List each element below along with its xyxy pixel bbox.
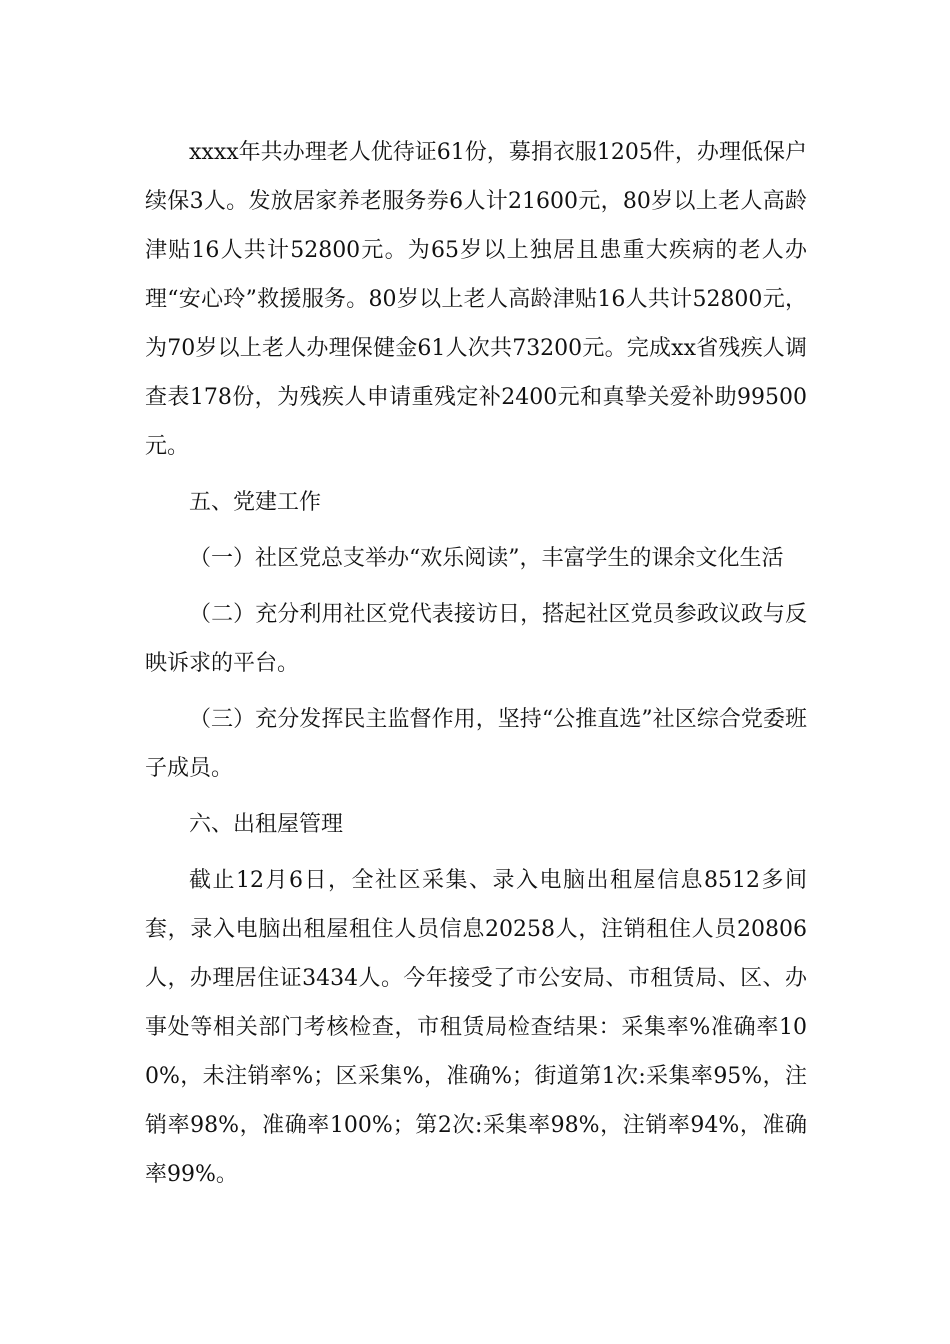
document-page (145, 128, 807, 1206)
paragraph-party-item-2: （二）充分利用社区党代表接访日，搭起社区党员参政议政与反映诉求的平台。 (145, 602, 807, 676)
paragraph-elderly-services: xxxx年共办理老人优待证61份，募捐衣服1205件，办理低保户续保3人。发放居家养老服务券6人计21600元，80岁以上老人高龄津贴16人共计52800元。为65岁以上独居且患重大疾病的老人办理“安心玲”救援服务。80岁以上老人高龄津贴16人共计52800元，为70岁以上老人办理保健金61人次共73200元。完成xx省残疾人调查表178份，为残疾人申请重残定补2400元和真挚关爱补助99500元。 (145, 140, 807, 459)
section-heading-party-building: 五、党建工作 (189, 490, 322, 515)
paragraph-party-item-1: （一）社区党总支举办“欢乐阅读”，丰富学生的课余文化生活 (189, 546, 784, 571)
paragraph-rental-statistics: 截止12月6日，全社区采集、录入电脑出租屋信息8512多间套，录入电脑出租屋租住人员信息20258人，注销租住人员20806人，办理居住证3434人。今年接受了市公安局、市租赁局、区、办事处等相关部门考核检查，市租赁局检查结果：采集率%准确率100%，未注销率%；区采集%，准确%；街道第1次:采集率95%，注销率98%，准确率100%；第2次:采集率98%，注销率94%，准确率99%。 (145, 868, 807, 1187)
paragraph-party-item-3: （三）充分发挥民主监督作用，坚持“公推直选”社区综合党委班子成员。 (145, 707, 807, 781)
section-heading-rental-management: 六、出租屋管理 (189, 812, 344, 837)
